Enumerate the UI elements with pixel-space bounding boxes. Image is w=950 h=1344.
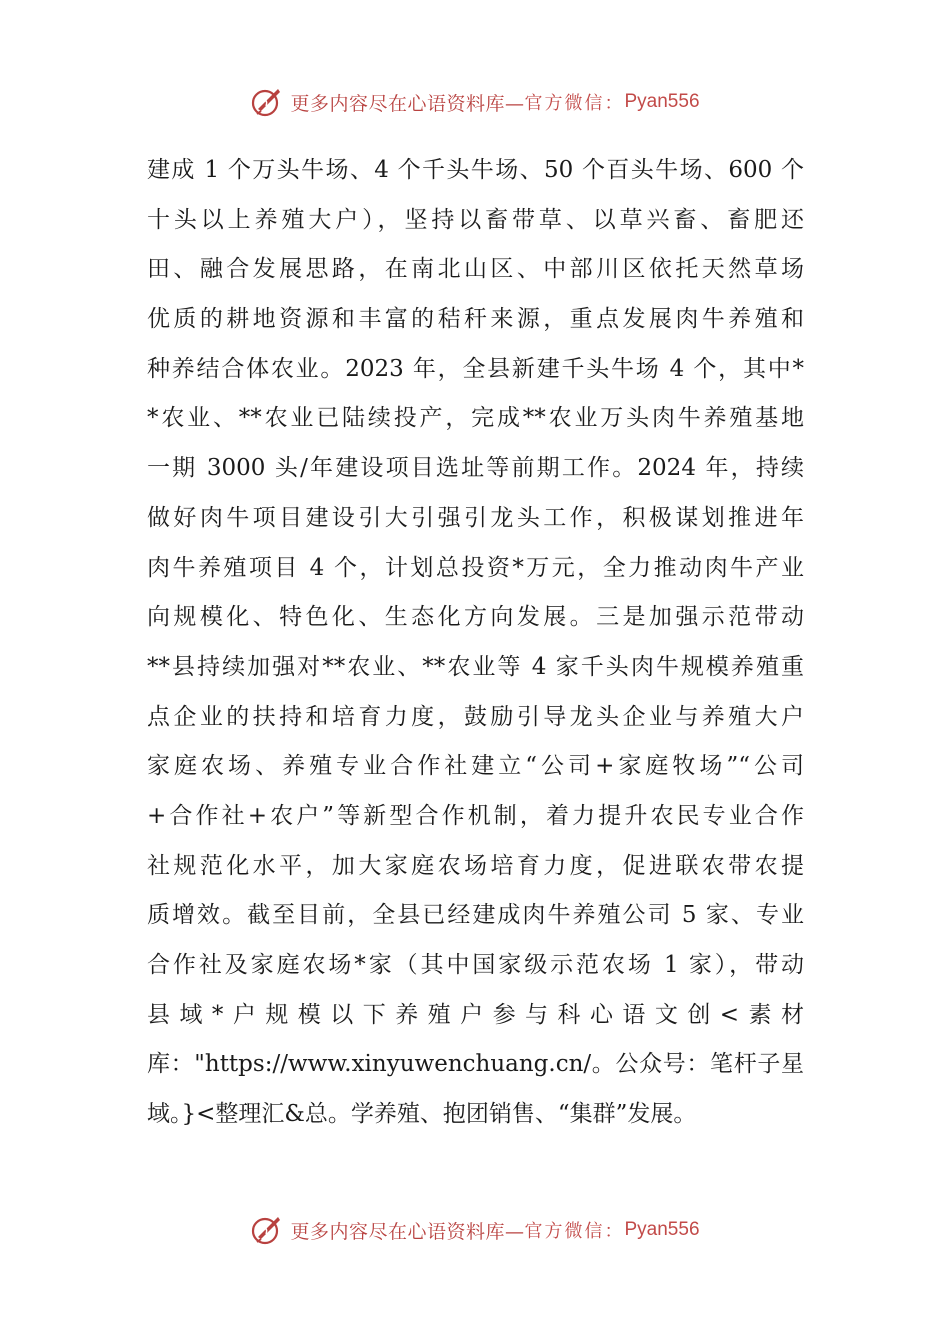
text-line: 域。}<整理汇&总。学养殖、抱团销售、“集群”发展。 xyxy=(147,1101,697,1128)
banner-wechat-id: Pyan556 xyxy=(624,1219,700,1240)
text-line: 建成 1 个万头牛场、4 个千头牛场、50 个百头牛场、600 个 xyxy=(147,157,804,183)
banner-wechat-label: 官方微信： xyxy=(524,1221,625,1242)
text-line: 向规模化、特色化、生态化方向发展。三是加强示范带动 xyxy=(147,604,804,631)
text-line: 种养结合体农业。2023 年，全县新建千头牛场 4 个，其中* xyxy=(147,355,804,382)
banner-slogan: 更多内容尽在心语资料库— xyxy=(290,1220,525,1243)
text-line: 优质的耕地资源和丰富的秸秆来源，重点发展肉牛养殖和 xyxy=(147,306,804,333)
text-line: 质增效。截至目前，全县已经建成肉牛养殖公司 5 家、专业 xyxy=(147,902,804,929)
body-text xyxy=(147,146,804,1140)
quill-logo-icon xyxy=(250,85,284,119)
text-line: 做好肉牛项目建设引大引强引龙头工作，积极谋划推进年 xyxy=(147,504,804,531)
text-line: 田、融合发展思路，在南北山区、中部川区依托天然草场 xyxy=(147,256,804,283)
text-line: 合作社及家庭农场*家（其中国家级示范农场 1 家），带动 xyxy=(147,952,804,978)
quill-logo-icon xyxy=(250,1213,284,1247)
banner-slogan: 更多内容尽在心语资料库— xyxy=(290,92,525,115)
text-line: 县域*户规模以下养殖户参与科心语文创<素材 xyxy=(147,1001,804,1028)
text-line: 社规范化水平，加大家庭农场培育力度，促进联农带农提 xyxy=(147,852,804,879)
text-line: 家庭农场、养殖专业合作社建立“公司+家庭牧场”“公司 xyxy=(147,753,804,780)
text-line: 肉牛养殖项目 4 个，计划总投资*万元，全力推动肉牛产业 xyxy=(147,554,804,581)
text-line: **县持续加强对**农业、**农业等 4 家千头肉牛规模养殖重 xyxy=(147,653,804,680)
text-line: +合作社+农户”等新型合作机制，着力提升农民专业合作 xyxy=(147,802,804,829)
text-line: 库："https://www.xinyuwenchuang.cn/。公众号：笔杆子星 xyxy=(147,1051,804,1078)
header-banner xyxy=(0,80,950,124)
banner-wechat-label: 官方微信： xyxy=(524,93,625,114)
footer-banner xyxy=(0,1208,950,1252)
text-line: *农业、**农业已陆续投产，完成**农业万头肉牛养殖基地 xyxy=(147,405,804,432)
text-line: 一期 3000 头/年建设项目选址等前期工作。2024 年，持续 xyxy=(147,455,804,482)
text-line: 点企业的扶持和培育力度，鼓励引导龙头企业与养殖大户 xyxy=(147,703,804,730)
text-line: 十头以上养殖大户），坚持以畜带草、以草兴畜、畜肥还 xyxy=(147,206,804,233)
banner-wechat-id: Pyan556 xyxy=(624,91,700,112)
